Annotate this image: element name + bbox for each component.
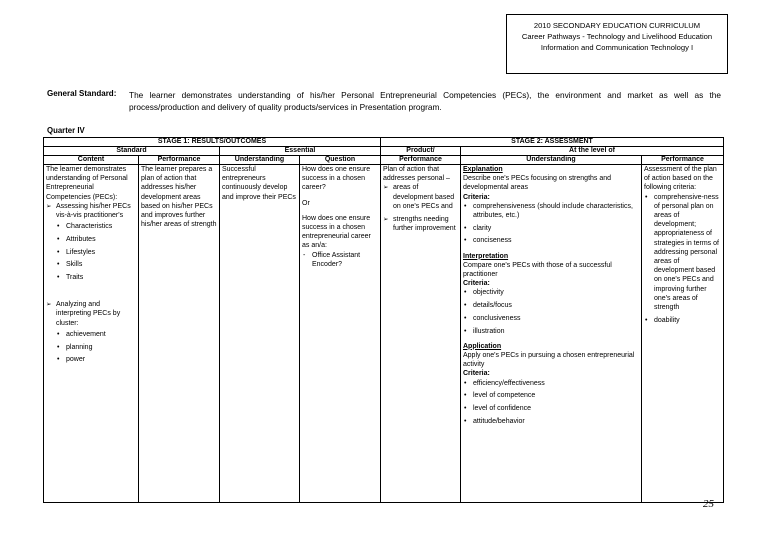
question-2: How does one ensure success in a chosen entrepreneurial career as an/a: (302, 214, 371, 250)
application-title: Application (463, 342, 502, 350)
essential-header: Essential (220, 147, 381, 156)
quarter-label: Quarter IV (47, 126, 85, 135)
list-item: • attitude/behavior (463, 417, 639, 426)
list-item: • objectivity (463, 288, 639, 297)
list-item: • comprehensiveness (should include characteristics, attributes, etc.) (463, 202, 639, 220)
header-line-1: 2010 SECONDARY EDUCATION CURRICULUM (533, 21, 701, 30)
list-item: • Skills (56, 260, 136, 269)
list-item: • efficiency/effectiveness (463, 379, 639, 388)
header-line-3: Information and Communication Technology I (540, 43, 694, 52)
list-item: • planning (56, 343, 136, 352)
criteria-label: Criteria: (463, 280, 490, 288)
curriculum-table (43, 137, 724, 503)
understanding-header: Understanding (220, 156, 300, 165)
product-performance-header: Performance (381, 156, 461, 165)
explanation-text: Describe one's PECs focusing on strengths and developmental areas (463, 175, 612, 192)
product-cell (381, 165, 461, 503)
general-standard-label: General Standard: (47, 89, 117, 98)
content-intro: The learner demonstrates understanding of Personal Entrepreneurial Competencies (PECs): (46, 166, 128, 201)
understanding-cell: Successful entrepreneurs continuously develop and improve their PECs (220, 165, 300, 503)
question-2-item: - Office Assistant Encoder? (302, 251, 378, 269)
curriculum-header-box (506, 14, 728, 74)
list-item: ➢ strengths needing further improvement (383, 215, 458, 233)
content-cell (44, 165, 139, 503)
stage1-header: STAGE 1: RESULTS/OUTCOMES (44, 138, 381, 147)
list-item: • illustration (463, 327, 639, 336)
level-performance-cell (642, 165, 724, 503)
list-item: • achievement (56, 330, 136, 339)
content-item-assessing: ➢ Assessing his/her PECs vis-à-vis practitioner's • Characteristics • Attributes • Lifestyles • Skills • Traits (46, 202, 136, 282)
performance-cell: The learner prepares a plan of action that addresses his/her development areas based on his/her PECs and improves further his/her areas of strength (139, 165, 220, 503)
application-text: Apply one's PECs in pursuing a chosen entrepreneurial activity (463, 351, 635, 369)
list-item: • power (56, 355, 136, 364)
list-item: • Traits (56, 273, 136, 282)
level-performance-header: Performance (642, 156, 724, 165)
question-or: Or (302, 199, 310, 207)
list-item: • Lifestyles (56, 248, 136, 257)
list-item: • clarity (463, 224, 639, 233)
content-item-analyzing: ➢ Analyzing and interpreting PECs by cluster: • achievement • planning • power (46, 300, 136, 364)
general-standard-text: The learner demonstrates understanding of his/her Personal Entrepreneurial Competencies (PECs), the environment and market as well as the process/production and delivery of quality products/services in Presentation program. (129, 90, 721, 112)
list-item: • level of confidence (463, 404, 639, 413)
content-row (44, 165, 724, 503)
header-line-2: Career Pathways - Technology and Livelihood Education (521, 32, 713, 41)
list-item: • Characteristics (56, 222, 136, 231)
level-understanding-cell (461, 165, 642, 503)
list-item: • conclusiveness (463, 314, 639, 323)
question-cell (300, 165, 381, 503)
page-number: 25 (703, 498, 714, 510)
list-item: • conciseness (463, 236, 639, 245)
standard-header: Standard (44, 147, 220, 156)
product-intro: Plan of action that addresses personal – (383, 166, 450, 183)
question-1: How does one ensure success in a chosen career? (302, 166, 371, 192)
stage-header-row (44, 138, 724, 147)
list-item: • details/focus (463, 301, 639, 310)
interpretation-text: Compare one's PECs with those of a successful practitioner (463, 261, 612, 279)
list-item: • Attributes (56, 235, 136, 244)
content-header: Content (44, 156, 139, 165)
stage2-header: STAGE 2: ASSESSMENT (381, 138, 724, 147)
performance-header: Performance (139, 156, 220, 165)
column-header-row (44, 156, 724, 165)
group-header-row (44, 147, 724, 156)
list-item: ➢ areas of development based on one's PECs and (383, 183, 458, 211)
criteria-label: Criteria: (463, 370, 490, 378)
explanation-title: Explanation (463, 166, 503, 173)
product-header: Product/ (381, 147, 461, 156)
list-item: • comprehensive-ness of personal plan on areas of development; appropriateness of strategies in terms of addressing personal areas of development based on one's PECs and improving further one's areas of strength (644, 193, 721, 313)
criteria-label: Criteria: (463, 193, 490, 201)
level-understanding-header: Understanding (461, 156, 642, 165)
at-level-header: At the level of (461, 147, 724, 156)
level-performance-intro: Assessment of the plan of action based on the following criteria: (644, 166, 717, 192)
list-item: • doability (644, 316, 721, 325)
question-header: Question (300, 156, 381, 165)
interpretation-title: Interpretation (463, 252, 509, 260)
list-item: • level of competence (463, 391, 639, 400)
